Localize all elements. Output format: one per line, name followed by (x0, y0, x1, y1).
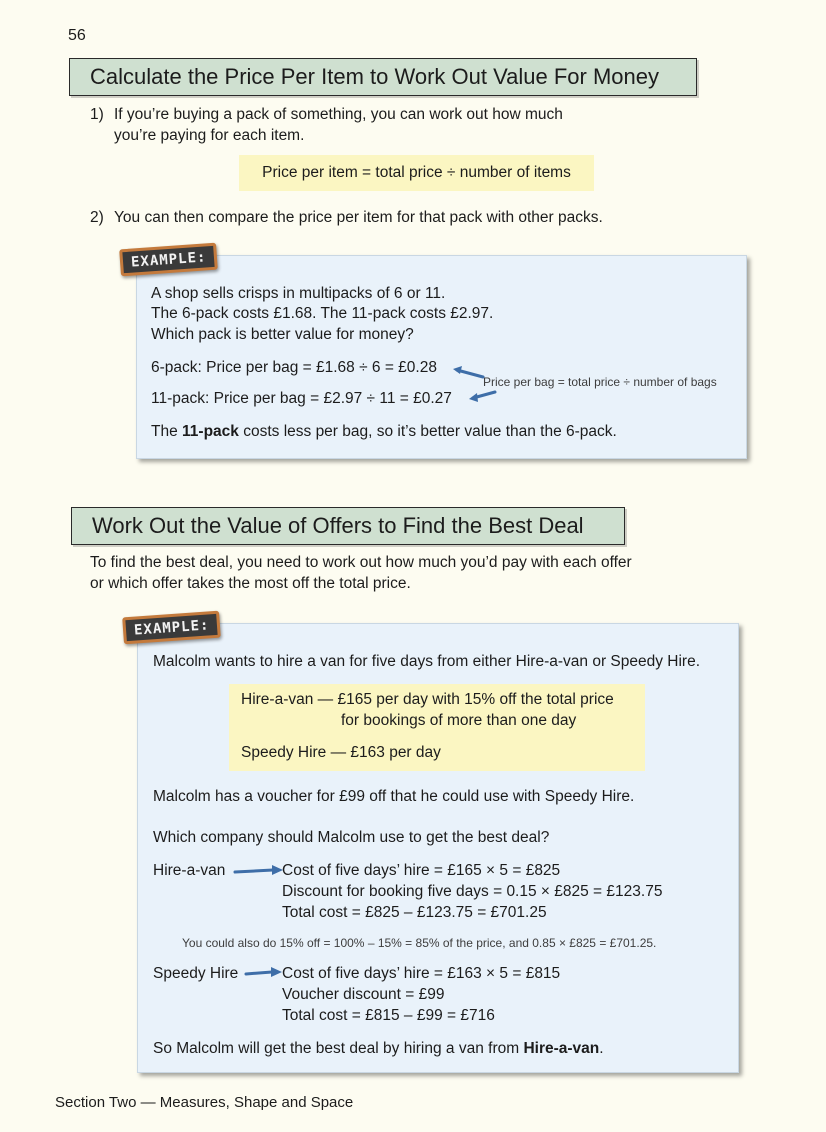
crisps-calc-6pack: 6-pack: Price per bag = £1.68 ÷ 6 = £0.28 (151, 359, 437, 376)
example-label-1: EXAMPLE: (119, 243, 218, 277)
crisps-line3: Which pack is better value for money? (151, 326, 414, 343)
arrow-icon (467, 389, 497, 405)
point1-line1: If you’re buying a pack of something, you can work out how much (114, 106, 563, 123)
section2-intro-line1: To find the best deal, you need to work out how much you’d pay with each offer (90, 554, 632, 571)
van-line1: Malcolm wants to hire a van for five days from either Hire-a-van or Speedy Hire. (153, 653, 701, 670)
crisps-line2: The 6-pack costs £1.68. The 11-pack costs £2.97. (151, 305, 494, 322)
example-box-crisps (136, 255, 747, 459)
section2-heading: Work Out the Value of Offers to Find the Best Deal (71, 507, 625, 545)
conclusion-post: . (599, 1040, 604, 1057)
speedy-hire-calc1: Cost of five days’ hire = £163 × 5 = £815 (282, 965, 561, 982)
conclusion-pre: So Malcolm will get the best deal by hiring a van from (153, 1040, 524, 1057)
van-voucher: Malcolm has a voucher for £99 off that he could use with Speedy Hire. (153, 788, 635, 805)
page-number: 56 (68, 27, 86, 44)
van-note: You could also do 15% off = 100% – 15% = 85% of the price, and 0.85 × £825 = £701.25. (182, 936, 657, 950)
crisps-line1: A shop sells crisps in multipacks of 6 or 11. (151, 285, 446, 302)
point2-text: You can then compare the price per item for that pack with other packs. (114, 209, 603, 226)
conclusion-post: costs less per bag, so it’s better value than the 6-pack. (238, 423, 617, 440)
crisps-conclusion (151, 423, 617, 441)
page-footer: Section Two — Measures, Shape and Space (55, 1094, 354, 1111)
offer1-line2: for bookings of more than one day (341, 712, 577, 729)
speedy-hire-calc2: Voucher discount = £99 (282, 986, 445, 1003)
crisps-calc-11pack: 11-pack: Price per bag = £2.97 ÷ 11 = £0.27 (151, 390, 452, 407)
van-offers-box (229, 684, 645, 771)
conclusion-pre: The (151, 423, 183, 440)
example-box-van-hire (137, 623, 739, 1073)
point1-line2: you’re paying for each item. (114, 127, 305, 144)
arrow-icon (451, 364, 485, 380)
hire-a-van-calc2: Discount for booking five days = 0.15 × £825 = £123.75 (282, 883, 663, 900)
price-per-item-formula (239, 155, 594, 191)
point2-number: 2) (90, 209, 104, 226)
arrow-icon (244, 966, 284, 980)
offer1-line1: Hire-a-van — £165 per day with 15% off the total price (241, 691, 614, 708)
speedy-hire-label: Speedy Hire (153, 965, 239, 982)
arrow-icon (233, 864, 285, 878)
section1-heading: Calculate the Price Per Item to Work Out Value For Money (69, 58, 697, 96)
hire-a-van-calc3: Total cost = £825 – £123.75 = £701.25 (282, 904, 547, 921)
formula-text: Price per item = total price ÷ number of items (262, 164, 571, 181)
hire-a-van-calc1: Cost of five days’ hire = £165 × 5 = £825 (282, 862, 561, 879)
van-conclusion (153, 1040, 604, 1058)
section2-intro-line2: or which offer takes the most off the total price. (90, 575, 411, 592)
point1-number: 1) (90, 106, 104, 123)
example-label-2: EXAMPLE: (122, 611, 221, 645)
speedy-hire-calc3: Total cost = £815 – £99 = £716 (282, 1007, 495, 1024)
crisps-note: Price per bag = total price ÷ number of bags (483, 375, 717, 389)
conclusion-bold: Hire-a-van (523, 1040, 600, 1057)
conclusion-bold: 11-pack (182, 423, 239, 440)
van-question: Which company should Malcolm use to get the best deal? (153, 829, 550, 846)
hire-a-van-label: Hire-a-van (153, 862, 226, 879)
offer2: Speedy Hire — £163 per day (241, 744, 441, 761)
